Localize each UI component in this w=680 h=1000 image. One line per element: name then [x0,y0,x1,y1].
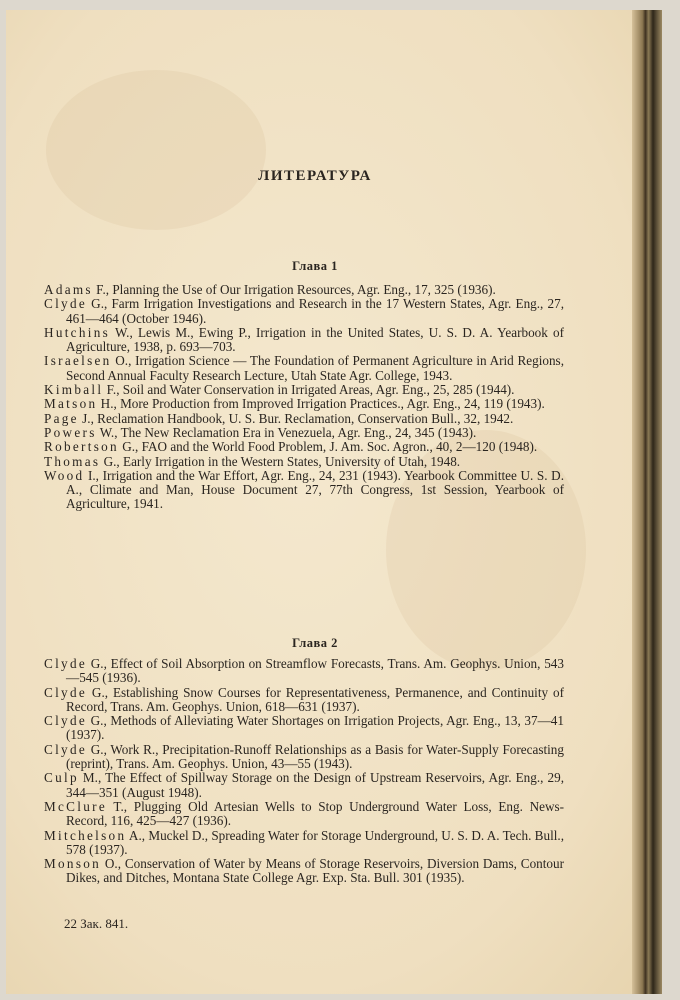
reference-item [44,383,564,397]
reference-item [44,657,564,686]
reference-author: Mitchelson [44,827,127,843]
reference-text: O., Conservation of Water by Means of Storage Reservoirs, Diversion Dams, Contour Dikes, and Ditches, Montana State College Agr. Exp. Sta. Bull. 301 (1935). [66,856,564,886]
book-spine [632,10,662,994]
reference-item [44,354,564,383]
reference-author: Israelsen [44,353,112,369]
reference-item [44,412,564,426]
reference-text: A., Muckel D., Spreading Water for Storage Underground, U. S. D. A. Tech. Bull., 578 (1937). [66,827,564,857]
reference-text: H., More Production from Improved Irrigation Practices., Agr. Eng., 24, 119 (1943). [97,396,545,412]
reference-text: T., Plugging Old Artesian Wells to Stop Underground Water Loss, Eng. News-Record, 116, 425—427 (1936). [66,798,564,829]
reference-list-chapter-2 [44,657,564,886]
reference-author: Culp [44,770,79,786]
reference-text: G., Establishing Snow Courses for Representativeness, Permanence, and Continuity of Record, Trans. Am. Geophys. Union, 618—631 (1937). [66,684,564,714]
reference-list-chapter-1 [44,283,564,512]
chapter-heading: Глава 1 [292,259,338,273]
reference-item [44,829,564,858]
reference-text: G., Early Irrigation in the Western States, University of Utah, 1948. [100,453,461,469]
reference-item [44,771,564,800]
reference-text: F., Planning the Use of Our Irrigation Resources, Agr. Eng., 17, 325 (1936). [92,282,496,297]
page-footer: 22 Зак. 841. [64,916,129,931]
reference-author: Adams [44,282,93,297]
reference-author: Page [44,410,79,426]
reference-author: Matson [44,396,98,412]
reference-text: W., Lewis M., Ewing P., Irrigation in the United States, U. S. D. A. Yearbook of Agriculture, 1938, p. 693—703. [66,324,564,355]
reference-author: Kimball [44,382,104,398]
reference-author: Clyde [44,656,88,671]
reference-text: G., Work R., Precipitation-Runoff Relationships as a Basis for Water-Supply Forecasting (reprint), Trans. Am. Geophys. Union, 43—55 (1943). [66,741,564,772]
reference-author: Powers [44,424,97,440]
reference-item [44,397,564,411]
reference-item [44,857,564,886]
reference-text: G., Farm Irrigation Investigations and Research in the 17 Western States, Agr. Eng., 27, 461—464 (October 1946). [66,296,564,326]
reference-author: Robertson [44,439,119,455]
reference-item [44,469,564,512]
reference-item [44,686,564,715]
reference-text: M., The Effect of Spillway Storage on the Design of Upstream Reservoirs, Agr. Eng., 29, 344—351 (August 1948). [66,770,564,800]
reference-author: Thomas [44,453,101,469]
reference-text: G., Effect of Soil Absorption on Streamflow Forecasts, Trans. Am. Geophys. Union, 543—545 (1936). [66,656,564,686]
reference-author: McClure [44,798,107,814]
reference-text: W., The New Reclamation Era in Venezuela, Agr. Eng., 24, 345 (1943). [96,424,477,440]
reference-text: O., Irrigation Science — The Foundation of Permanent Agriculture in Arid Regions, Second Annual Faculty Research Lecture, Utah State Agr. College, 1943. [66,353,564,383]
reference-author: Wood [44,467,85,483]
reference-item [44,297,564,326]
reference-author: Clyde [44,296,88,312]
page-title: ЛИТЕРАТУРА [258,168,372,184]
reference-item [44,426,564,440]
reference-author: Clyde [44,713,88,729]
reference-text: G., Methods of Alleviating Water Shortages on Irrigation Projects, Agr. Eng., 13, 37—41 (1937). [66,713,564,743]
reference-item [44,283,564,297]
book-page [6,10,662,994]
reference-item [44,714,564,743]
chapter-heading: Глава 2 [292,636,338,650]
reference-author: Monson [44,856,102,872]
reference-item [44,743,564,772]
reference-author: Clyde [44,741,88,757]
reference-text: G., FAO and the World Food Problem, J. Am. Soc. Agron., 40, 2—120 (1948). [118,439,538,455]
reference-item [44,440,564,454]
reference-item [44,455,564,469]
reference-author: Clyde [44,684,88,700]
reference-text: I., Irrigation and the War Effort, Agr. Eng., 24, 231 (1943). Yearbook Committee U. S. D. A., Climate and Man, House Document 27, 77th Congress, 1st Session, Yearbook of Agriculture, 1941. [66,467,564,512]
reference-text: J., Reclamation Handbook, U. S. Bur. Reclamation, Conservation Bull., 32, 1942. [78,410,514,426]
paper-stain [46,70,266,230]
reference-item [44,800,564,829]
reference-author: Hutchins [44,324,111,340]
reference-item [44,326,564,355]
reference-text: F., Soil and Water Conservation in Irrigated Areas, Agr. Eng., 25, 285 (1944). [103,382,515,398]
